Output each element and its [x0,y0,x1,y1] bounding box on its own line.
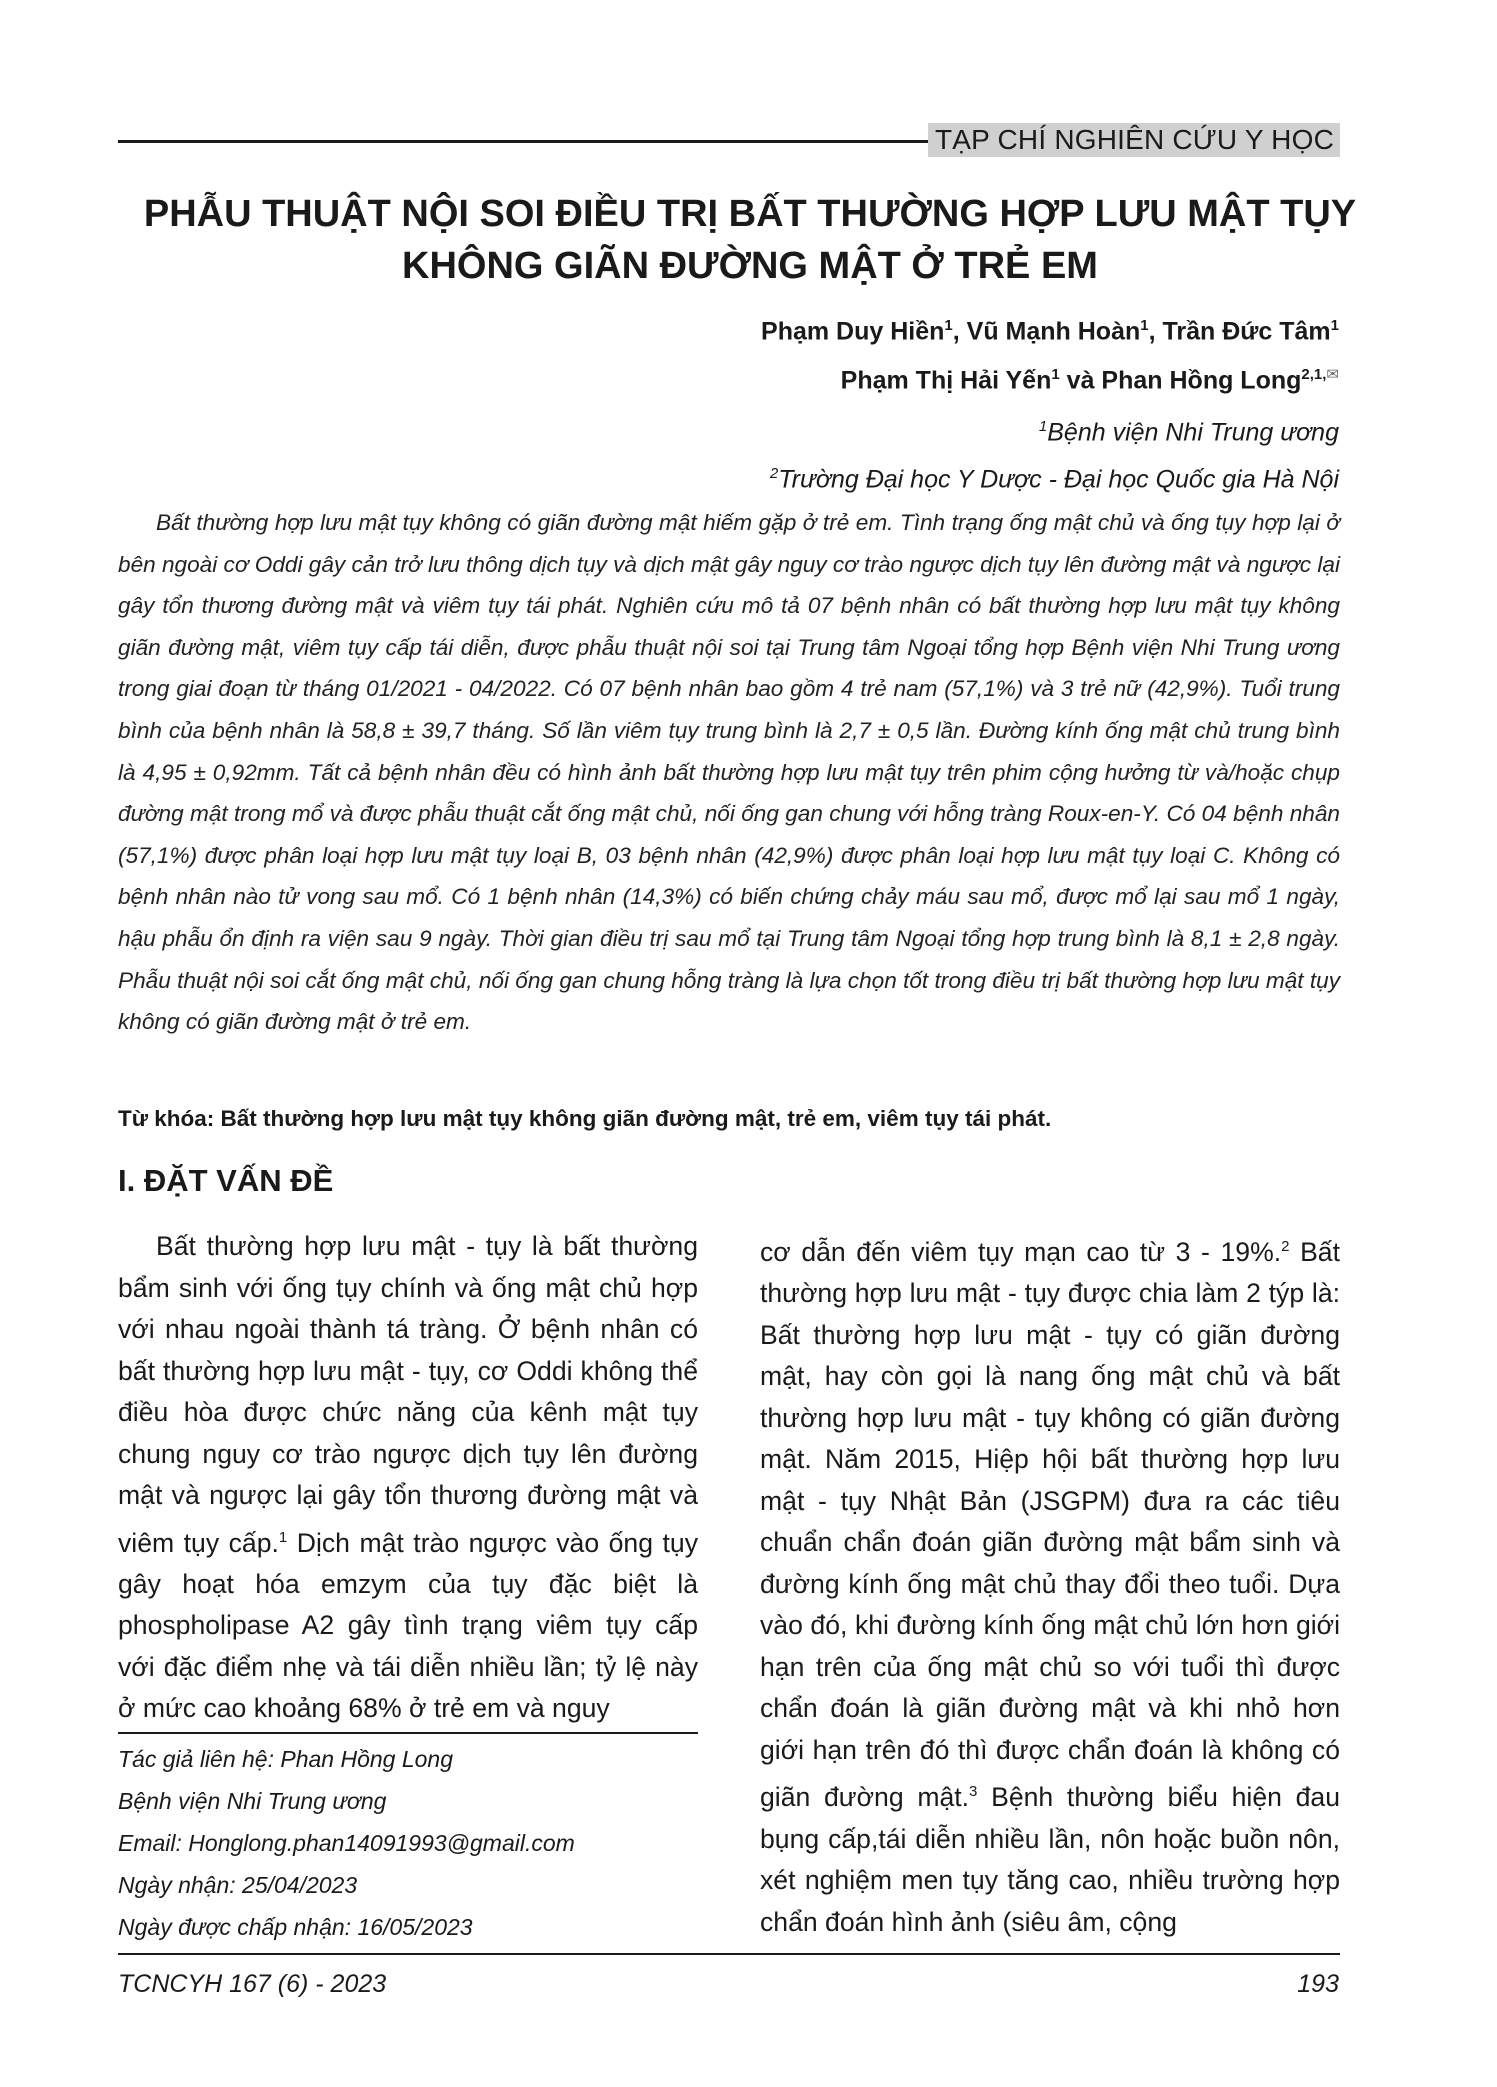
body-text: Bất thường hợp lưu mật - tụy là bất thường bẩm sinh với ống tụy chính và ống mật chủ hợp với nhau ngoài thành tá tràng. Ở bệnh nhân có bất thường hợp lưu mật - tụy, cơ Oddi không thể điều hòa được chức năng của kênh mật tụy chung nguy cơ trào ngược dịch tụy lên đường mật và ngược lại gây tổn thương đường mật và viêm tụy cấp. [118,1231,698,1558]
author-separator: , [1148,317,1163,346]
footnote-rule [118,1732,698,1734]
author-name: Vũ Mạnh Hoàn [966,317,1141,346]
citation-ref: 1 [278,1528,288,1546]
affiliation-list [770,406,1339,501]
title-line-2: KHÔNG GIÃN ĐƯỜNG MẬT Ở TRẺ EM [402,245,1098,287]
author-affiliation-mark: 1 [944,317,953,334]
author-line-1 [761,304,1339,353]
author-name: Phan Hồng Long [1101,366,1302,395]
title-line-1: PHẪU THUẬT NỘI SOI ĐIỀU TRỊ BẤT THƯỜNG HỢP LƯU MẬT TỤY [143,193,1357,235]
header-rule [118,140,936,143]
citation-ref: 3 [969,1783,978,1801]
article-title [110,188,1390,292]
author-affiliation-mark: 2,1, [1301,366,1327,384]
footer-journal-issue: TCNCYH 167 (6) - 2023 [118,1970,387,1998]
body-text: Bất thường hợp lưu mật - tụy được chia làm 2 týp là: Bất thường hợp lưu mật - tụy có giãn đường mật, hay còn gọi là nang ống mật chủ và bất thường hợp lưu mật - tụy không có giãn đường mật. Năm 2015, Hiệp hội bất thường hợp lưu mật - tụy Nhật Bản (JSGPM) đưa ra các tiêu chuẩn chẩn đoán giãn đường mật bẩm sinh và đường kính ống mật chủ thay đổi theo tuổi. Dựa vào đó, khi đường kính ống mật chủ lớn hơn giới hạn trên của ống mật chủ so với tuổi thì được chẩn đoán là giãn đường mật và khi nhỏ hơn giới hạn trên đó thì được chẩn đoán là không có giãn đường mật. [760,1236,1340,1813]
affiliation-text: Trường Đại học Y Dược - Đại học Quốc gia Hà Nội [778,465,1339,494]
affiliation-mark: 1 [1038,418,1048,435]
journal-header [928,123,1340,157]
footnote-email: Email: Honglong.phan14091993@gmail.com [118,1830,575,1856]
affiliation-1 [770,406,1339,453]
footnote-accepted: Ngày được chấp nhận: 16/05/2023 [118,1914,473,1940]
body-text: cơ dẫn đến viêm tụy mạn cao từ 3 - 19%. [760,1236,1282,1267]
affiliation-2 [770,453,1339,500]
footnote-received: Ngày nhận: 25/04/2023 [118,1872,358,1898]
footnote-contact: Tác giả liên hệ: Phan Hồng Long [118,1746,454,1772]
page-number: 193 [1297,1970,1339,1998]
author-name: Trần Đức Tâm [1162,317,1331,346]
body-column-left [118,1226,698,1730]
journal-name: TẠP CHÍ NGHIÊN CỨU Y HỌC [934,124,1334,155]
author-affiliation-mark: 1 [1140,317,1149,334]
author-affiliation-mark: 1 [1330,317,1339,334]
envelope-icon: ✉ [1326,366,1339,384]
citation-ref: 2 [1281,1238,1290,1255]
section-heading: I. ĐẶT VẤN ĐỀ [118,1163,334,1198]
body-text: Bệnh thường biểu hiện đau bụng cấp,tái diễn nhiều lần, nôn hoặc buồn nôn, xét nghiệm men tụy tăng cao, nhiều trường hợp chẩn đoán hình ảnh (siêu âm, cộng [760,1782,1341,1937]
body-column-right [760,1226,1340,1943]
author-separator: , [952,317,967,346]
author-name: Phạm Duy Hiền [761,317,945,346]
footnote-organization: Bệnh viện Nhi Trung ương [118,1788,387,1814]
affiliation-mark: 2 [769,465,779,483]
author-conjunction: và [1059,366,1102,395]
author-affiliation-mark: 1 [1051,366,1060,384]
abstract: Bất thường hợp lưu mật tụy không có giãn đường mật hiếm gặp ở trẻ em. Tình trạng ống mật chủ và ống tụy hợp lại ở bên ngoài cơ Oddi gây cản trở lưu thông dịch tụy và dịch mật gây nguy cơ trào ngược dịch tụy lên đường mật và ngược lại gây tổn thương đường mật và viêm tụy tái phát. Nghiên cứu mô tả 07 bệnh nhân có bất thường hợp lưu mật tụy không giãn đường mật, viêm tụy cấp tái diễn, được phẫu thuật nội soi tại Trung tâm Ngoại tổng hợp Bệnh viện Nhi Trung ương trong giai đoạn từ tháng 01/2021 - 04/2022. Có 07 bệnh nhân bao gồm 4 trẻ nam (57,1%) và 3 trẻ nữ (42,9%). Tuổi trung bình của bệnh nhân là 58,8 ± 39,7 tháng. Số lần viêm tụy trung bình là 2,7 ± 0,5 lần. Đường kính ống mật chủ trung bình là 4,95 ± 0,92mm. Tất cả bệnh nhân đều có hình ảnh bất thường hợp lưu mật tụy trên phim cộng hưởng từ và/hoặc chụp đường mật trong mổ và được phẫu thuật cắt ống mật chủ, nối ống gan chung với hỗng tràng Roux-en-Y. Có 04 bệnh nhân (57,1%) được phân loại hợp lưu mật tụy loại B, 03 bệnh nhân (42,9%) được phân loại hợp lưu mật tụy loại C. Không có bệnh nhân nào tử vong sau mổ. Có 1 bệnh nhân (14,3%) có biến chứng chảy máu sau mổ, được mổ lại sau mổ 1 ngày, hậu phẫu ổn định ra viện sau 9 ngày. Thời gian điều trị sau mổ tại Trung tâm Ngoại tổng hợp trung bình là 8,1 ± 2,8 ngày. Phẫu thuật nội soi cắt ống mật chủ, nối ống gan chung hỗng tràng là lựa chọn tốt trong điều trị bất thường hợp lưu mật tụy không có giãn đường mật ở trẻ em. [118,510,1340,1035]
footer-rule [118,1953,1340,1955]
correspondence-footnote [118,1738,698,1948]
affiliation-text: Bệnh viện Nhi Trung ương [1047,418,1339,447]
body-text: Dịch mật trào ngược vào ống tụy gây hoạt hóa emzym của tụy đặc biệt là phospholipase A2 gây tình trạng viêm tụy cấp với đặc điểm nhẹ và tái diễn nhiều lần; tỷ lệ này ở mức cao khoảng 68% ở trẻ em và nguy [118,1527,698,1724]
author-name: Phạm Thị Hải Yến [840,366,1052,395]
author-list [761,304,1339,403]
author-line-2 [761,353,1339,402]
keywords: Từ khóa: Bất thường hợp lưu mật tụy không giãn đường mật, trẻ em, viêm tụy tái phát. [118,1106,1052,1131]
